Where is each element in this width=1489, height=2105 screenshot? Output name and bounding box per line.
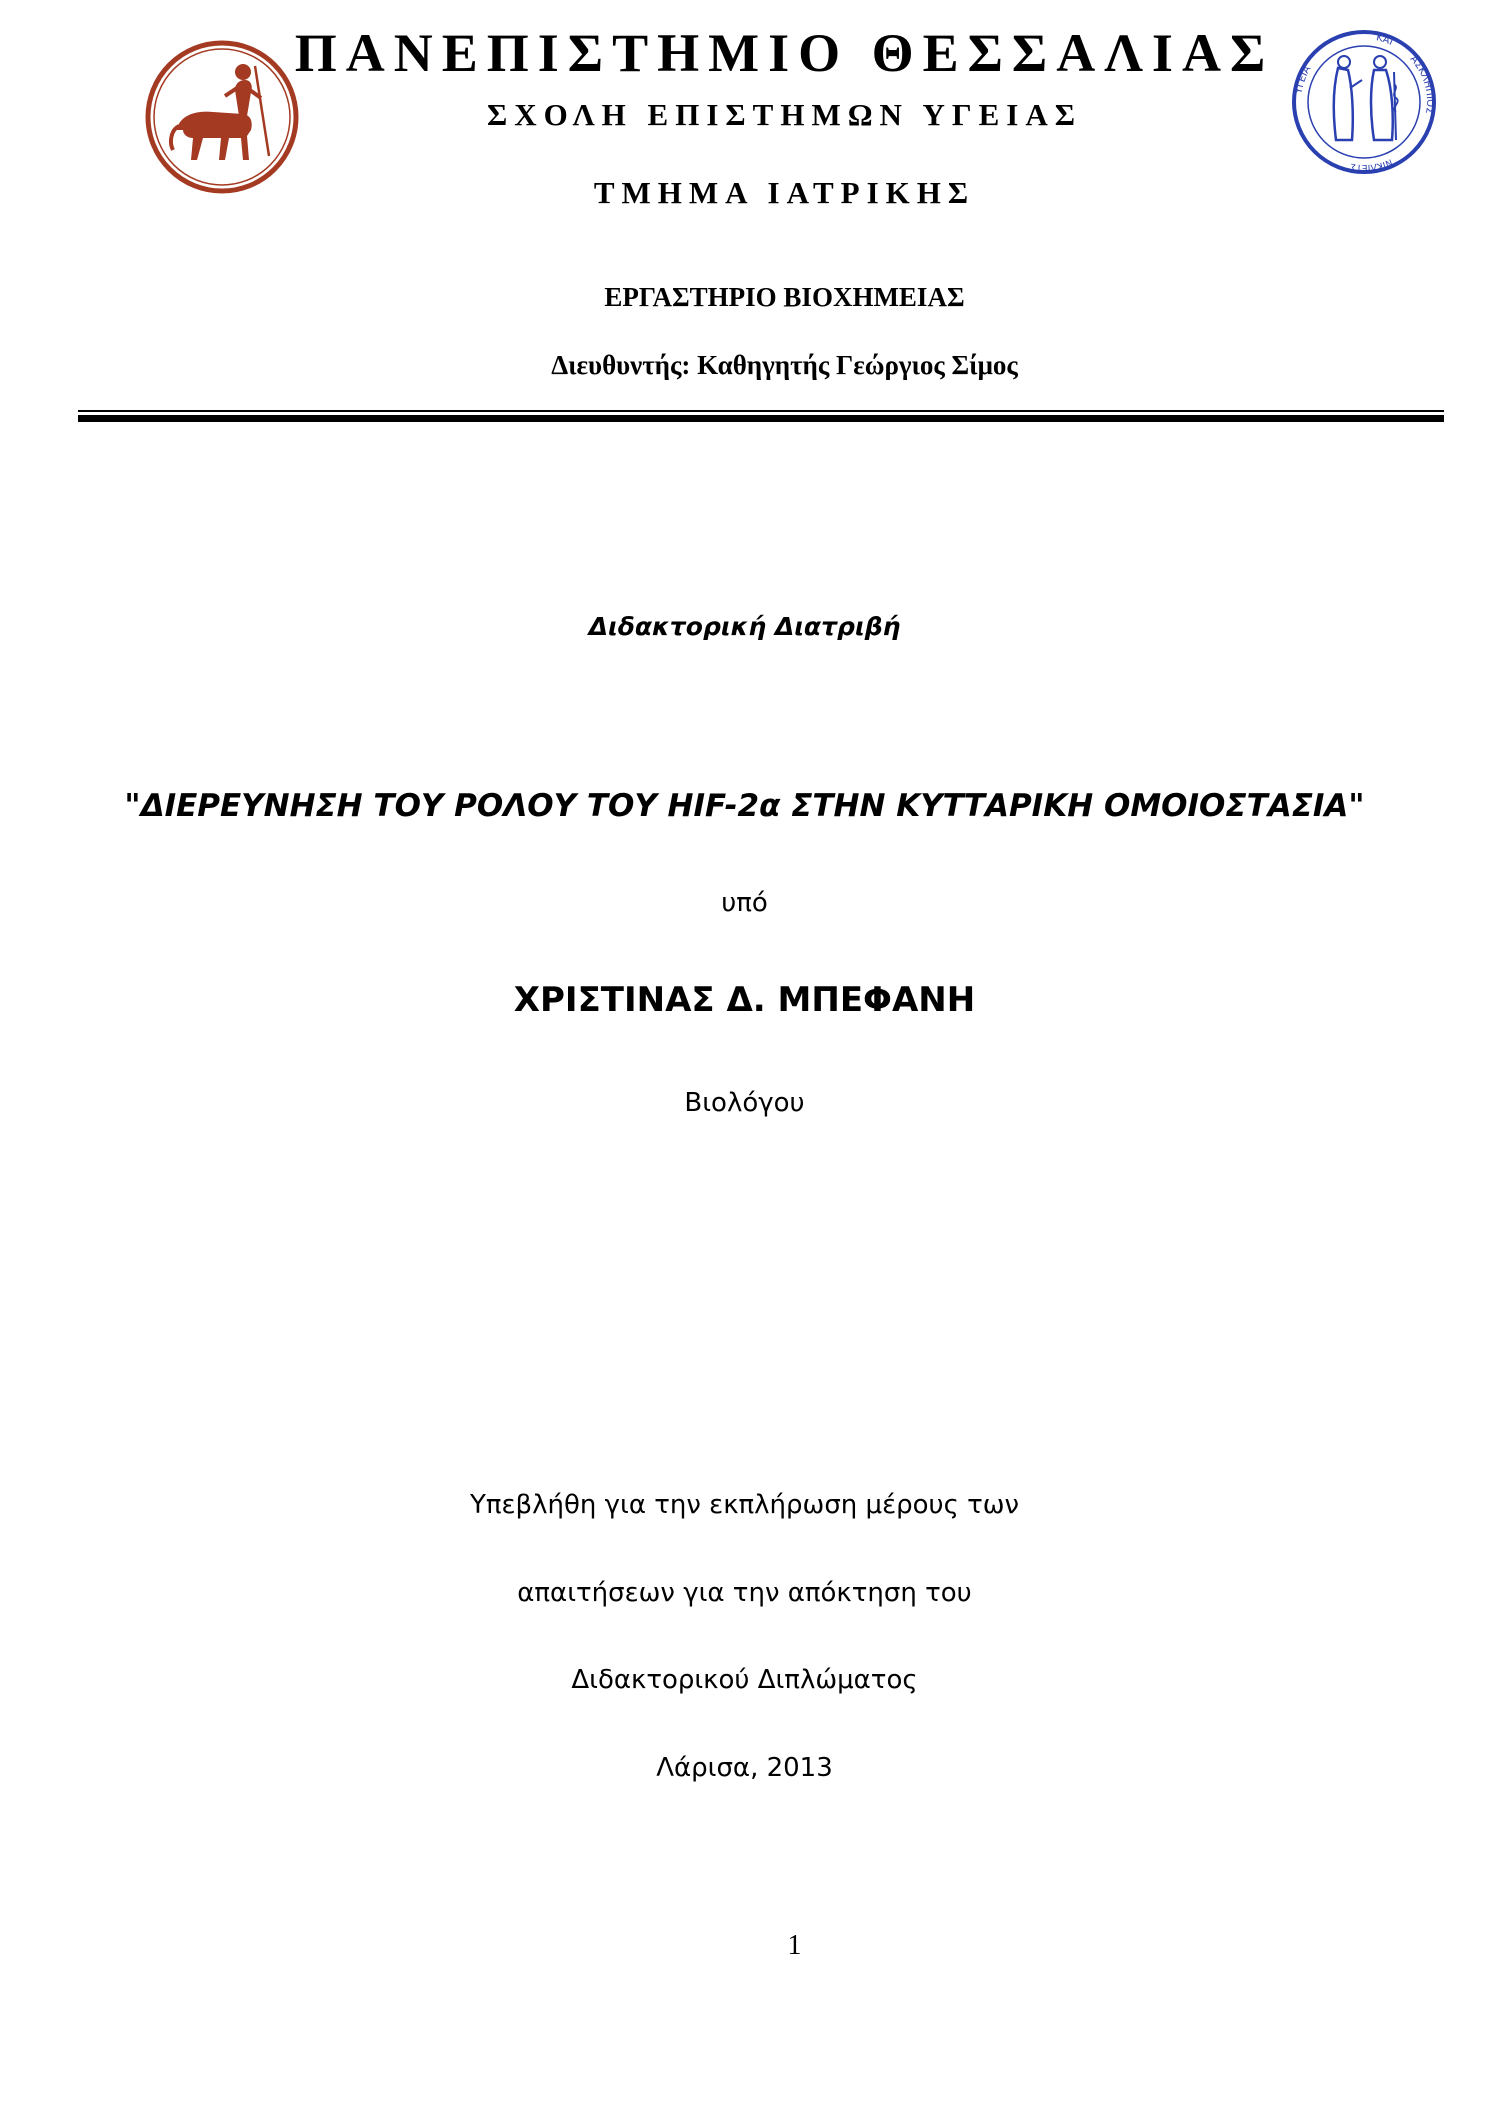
submission-line: απαιτήσεων για την απόκτηση του: [517, 1578, 972, 1608]
director-line: Διευθυντής: Καθηγητής Γεώργιος Σίμος: [551, 350, 1018, 380]
thesis-title: "ΔΙΕΡΕΥΝΗΣΗ ΤΟΥ ΡΟΛΟΥ ΤΟΥ HIF-2α ΣΤΗΝ ΚΥΤΤΑΡΙΚΗ ΟΜΟΙΟΣΤΑΣΙΑ": [124, 788, 1365, 824]
department-name: ΤΜΗΜΑ ΙΑΤΡΙΚΗΣ: [593, 175, 976, 210]
seal-text-4: ΝΙΚΛΙΕΤΣ: [1349, 156, 1394, 173]
laboratory-name: ΕΡΓΑΣΤΗΡΙΟ ΒΙΟΧΗΜΕΙΑΣ: [604, 282, 965, 312]
author-profession: Βιολόγου: [684, 1088, 805, 1118]
page-number: 1: [787, 1930, 802, 1961]
header-divider-thin: [78, 410, 1444, 412]
by-word: υπό: [721, 888, 768, 918]
document-type: Διδακτορική Διατριβή: [588, 612, 901, 641]
author-name: ΧΡΙΣΤΙΝΑΣ Δ. ΜΠΕΦΑΝΗ: [513, 980, 976, 1020]
school-name: ΣΧΟΛΗ ΕΠΙΣΤΗΜΩΝ ΥΓΕΙΑΣ: [486, 97, 1083, 132]
university-name: ΠΑΝΕΠΙΣΤΗΜΙΟ ΘΕΣΣΑΛΙΑΣ: [294, 23, 1275, 83]
seal-text-2: ΚΑΙ: [1375, 32, 1395, 48]
seal-text-3: ΑΣΚΛΗΠΙΟΣ: [1407, 53, 1436, 115]
place-and-year: Λάρισα, 2013: [656, 1753, 833, 1783]
header-divider-thick: [78, 415, 1444, 422]
submission-line: Διδακτορικού Διπλώματος: [571, 1665, 918, 1695]
seal-text-1: ΥΓΕΙΑ: [1293, 64, 1314, 95]
submission-line: Υπεβλήθη για την εκπλήρωση μέρους των: [469, 1490, 1020, 1520]
